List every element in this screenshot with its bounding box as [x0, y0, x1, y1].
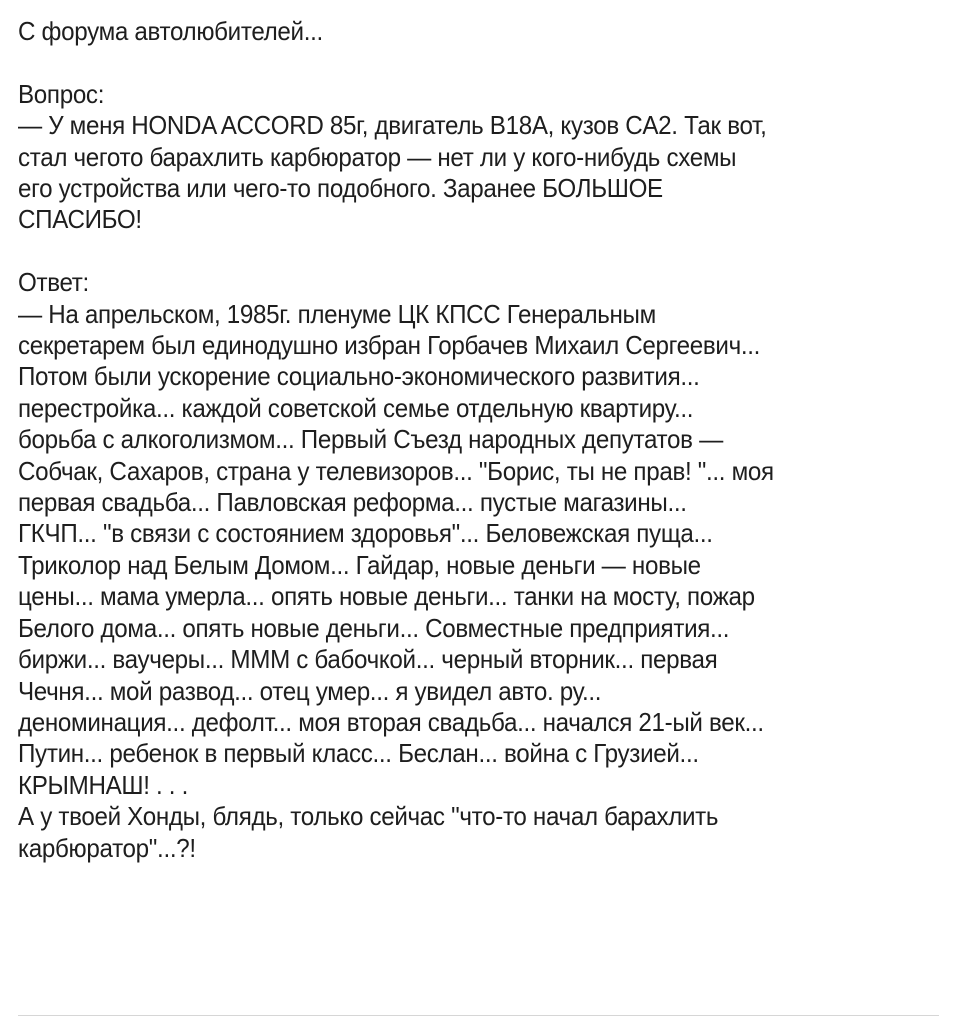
divider: [18, 1015, 939, 1016]
answer-line: цены... мама умерла... опять новые деньги... танки на мосту, пожар: [18, 581, 755, 612]
answer-line: биржи... ваучеры... МММ с бабочкой... черный вторник... первая: [18, 644, 718, 675]
answer-line: карбюратор"...?!: [18, 832, 196, 863]
answer-line: секретарем был единодушно избран Горбачев Михаил Сергеевич...: [18, 330, 761, 361]
answer-line: перестройка... каждой советской семье отдельную квартиру...: [18, 392, 694, 423]
spacer: [18, 236, 941, 267]
answer-line: А у твоей Хонды, блядь, только сейчас "что-то начал барахлить: [18, 801, 719, 832]
answer-line: первая свадьба... Павловская реформа... пустые магазины...: [18, 487, 687, 518]
answer-line: Потом были ускорение социально-экономического развития...: [18, 361, 700, 392]
answer-line: КРЫМНАШ! . . .: [18, 769, 188, 800]
answer-label: Ответ:: [18, 267, 89, 298]
answer-line: ГКЧП... "в связи с состоянием здоровья"... Беловежская пуща...: [18, 518, 713, 549]
question-line: его устройства или чего-то подобного. Заранее БОЛЬШОЕ: [18, 173, 663, 204]
answer-line: Путин... ребенок в первый класс... Беслан... война с Грузией...: [18, 738, 699, 769]
answer-line: борьба с алкоголизмом... Первый Съезд народных депутатов —: [18, 424, 723, 455]
answer-line: Собчак, Сахаров, страна у телевизоров... "Борис, ты не прав! "... моя: [18, 455, 774, 486]
question-line: стал чегото барахлить карбюратор — нет ли у кого-нибудь схемы: [18, 141, 737, 172]
question-line: СПАСИБО!: [18, 204, 142, 235]
question-line: — У меня HONDA ACCORD 85г, двигатель B18A, кузов CA2. Так вот,: [18, 110, 767, 141]
post-header: С форума автолюбителей...: [18, 16, 323, 46]
answer-line: Триколор над Белым Домом... Гайдар, новые деньги — новые: [18, 549, 701, 580]
spacer: [18, 47, 941, 78]
answer-line: Белого дома... опять новые деньги... Совместные предприятия...: [18, 612, 730, 643]
question-label: Вопрос:: [18, 78, 105, 109]
answer-line: Чечня... мой развод... отец умер... я увидел авто. ру...: [18, 675, 602, 706]
answer-line: — На апрельском, 1985г. пленуме ЦК КПСС Генеральным: [18, 298, 656, 329]
answer-line: деноминация... дефолт... моя вторая свадьба... начался 21-ый век...: [18, 706, 764, 737]
